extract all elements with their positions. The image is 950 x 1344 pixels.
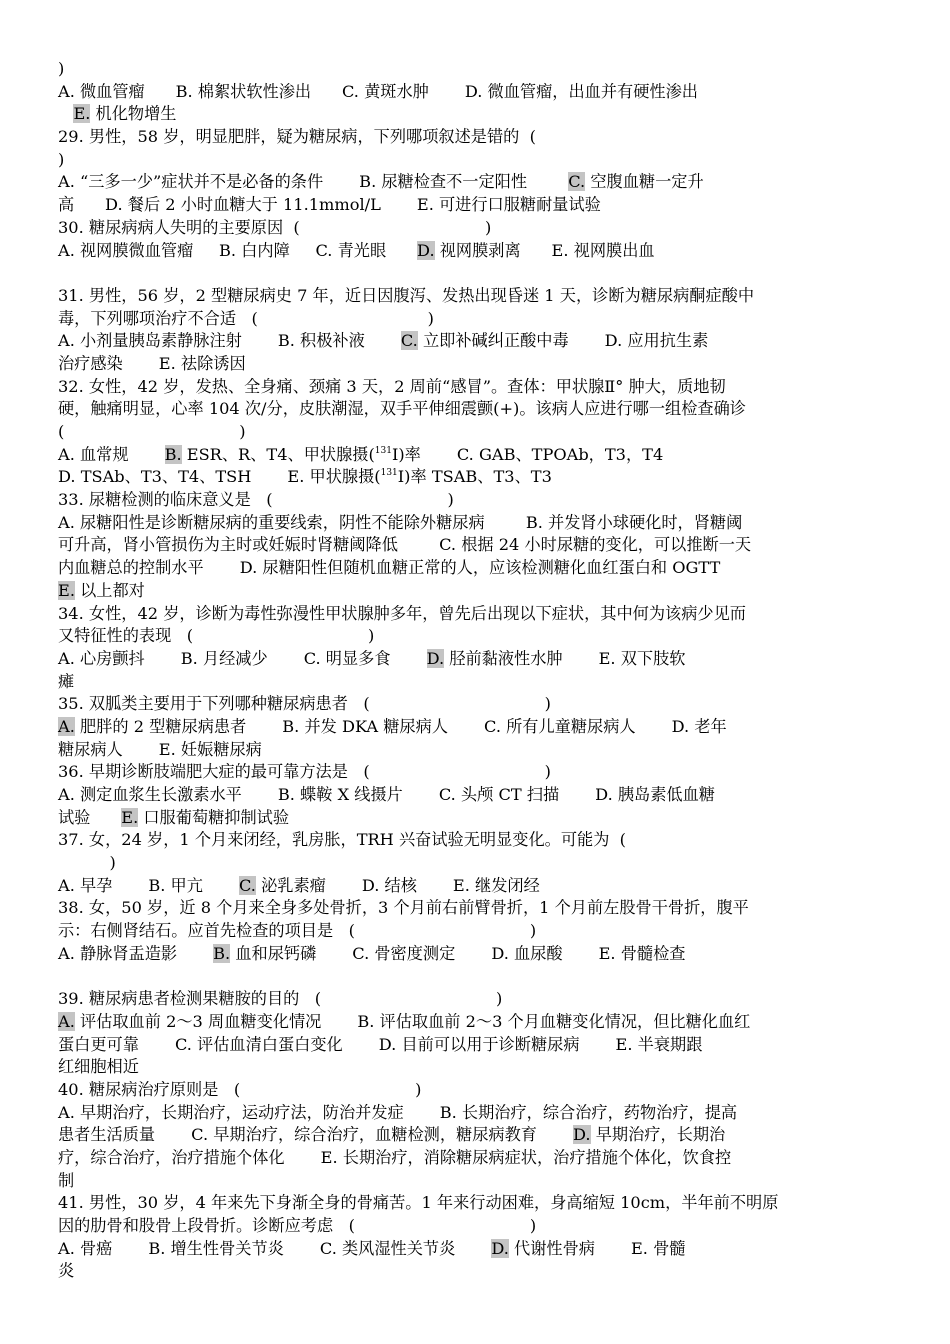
text-segment: 患者生活质量 C. 早期治疗，综合治疗，血糖检测，糖尿病教育 [58,1125,574,1145]
text-segment: D. TSAb、T3、T4、TSH E. 甲状腺摄( [58,467,381,487]
text-segment: I)率 TSAB、T3、T3 [397,467,552,487]
text-line [58,784,888,807]
text-line [58,807,888,830]
text-segment: 35. 双胍类主要用于下列哪种糖尿病患者 ( ) [58,694,551,714]
text-line [58,693,888,716]
text-segment: A. 心房颤抖 B. 月经减少 C. 明显多食 [58,648,427,668]
text-segment: 高 D. 餐后 2 小时血糖大于 11.1mmol/L E. 可进行口服糖耐量试验 [58,195,601,215]
text-line [58,557,888,580]
text-segment: 视网膜剥离 E. 视网膜出血 [434,240,655,260]
text-segment: 37. 女，24 岁，1 个月来闭经，乳房胀，TRH 兴奋试验无明显变化。可能为 ( [58,830,626,850]
text-line [58,1170,888,1193]
text-line [58,217,888,240]
text-segment: A. 微血管瘤 B. 棉絮状软性渗出 C. 黄斑水肿 D. 微血管瘤，出血并有硬性渗出 [58,81,698,101]
text-segment: A. 小剂量胰岛素静脉注射 B. 积极补液 [58,331,401,351]
text-segment: A. 早期治疗，长期治疗，运动疗法，防治并发症 B. 长期治疗，综合治疗，药物治疗，提高 [58,1102,738,1122]
text-line [58,716,888,739]
text-line [58,761,888,784]
text-line [58,1124,888,1147]
text-line [58,1238,888,1261]
text-line [58,240,888,263]
answer-highlight: C. [400,331,418,351]
text-line [58,1102,888,1125]
text-line [58,739,888,762]
text-segment: 因的肋骨和股骨上段骨折。诊断应考虑 ( ) [58,1216,537,1236]
text-line [58,466,888,489]
text-segment: 以上都对 [74,580,145,600]
text-segment: ( ) [58,422,246,441]
text-line [58,398,888,421]
text-line [58,829,888,852]
text-segment: 39. 糖尿病患者检测果糖胺的目的 ( ) [58,989,503,1009]
text-line [58,1034,888,1057]
answer-highlight: D. [417,240,435,260]
answer-highlight: B. [213,943,231,963]
text-line [58,603,888,626]
text-line [58,194,888,217]
text-segment: 糖尿病人 E. 妊娠糖尿病 [58,739,262,759]
text-segment: 试验 [58,807,122,827]
answer-highlight: C. [568,172,586,192]
text-segment: 炎 [58,1261,75,1281]
text-segment: A. “三多一少”症状并不是必备的条件 B. 尿糖检查不一定阳性 [58,172,569,192]
text-line [58,489,888,512]
text-line [58,897,888,920]
text-segment: A. 早孕 B. 甲亢 [58,875,239,895]
text-segment: 30. 糖尿病病人失明的主要原因 ( ) [58,217,492,237]
text-segment: 41. 男性，30 岁，4 年来先下身渐全身的骨痛苦。1 年来行动困难，身高缩短 10cm，半年前不明原 [58,1193,779,1213]
answer-highlight: B. [164,444,182,464]
text-line [58,943,888,966]
text-segment: 29. 男性，58 岁，明显肥胖，疑为糖尿病，下列哪项叙述是错的 ( [58,127,536,147]
text-segment: 制 [58,1170,75,1190]
text-line [58,625,888,648]
text-segment: A. 视网膜微血管瘤 B. 白内障 C. 青光眼 [58,240,418,260]
text-line [58,534,888,557]
text-segment: 示：右侧肾结石。应首先检查的项目是 ( ) [58,921,537,941]
text-segment: 疗，综合治疗，治疗措施个体化 E. 长期治疗，消除糖尿病症状，治疗措施个体化，饮食控 [58,1148,732,1167]
text-segment: 40. 糖尿病治疗原则是 ( ) [58,1079,422,1099]
text-line [58,171,888,194]
text-segment: I)率 C. GAB、TPOAb，T3，T4 [391,444,664,464]
text-line [58,308,888,331]
superscript: 131 [374,445,392,456]
answer-highlight: E. [73,104,91,124]
text-segment: 内血糖总的控制水平 D. 尿糖阳性但随机血糖正常的人，应该检测糖化血红蛋白和 OGTT [58,558,721,578]
answer-highlight: D. [426,648,445,668]
text-segment: 可升高，肾小管损伤为主时或妊娠时肾糖阈降低 C. 根据 24 小时尿糖的变化，可以推断一天 [58,535,752,555]
text-line [58,353,888,376]
text-line [58,330,888,353]
text-line [58,1192,888,1215]
answer-highlight: A. [58,716,75,736]
text-line [58,1011,888,1034]
exam-page [58,58,888,1283]
text-line [58,512,888,535]
text-segment: 33. 尿糖检测的临床意义是 ( ) [58,490,454,510]
text-segment: 治疗感染 E. 祛除诱因 [58,353,246,373]
text-line [58,1215,888,1238]
text-segment: ) [58,853,116,873]
text-segment: 又特征性的表现 ( ) [58,626,375,646]
text-segment: 红细胞相近 [58,1057,139,1077]
text-segment: 胫前黏液性水肿 E. 双下肢软 [444,648,686,668]
text-segment: 31. 男性，56 岁，2 型糖尿病史 7 年，近日因腹泻、发热出现昏迷 1 天，诊断为糖尿病酮症酸中 [58,285,755,305]
text-segment: 32. 女性，42 岁，发热、全身痛、颈痛 3 天，2 周前“感冒”。查体：甲状腺Ⅱ° 肿大，质地韧 [58,376,726,396]
text-line [58,376,888,399]
text-line [58,58,888,81]
text-line [58,285,888,308]
text-segment [58,104,73,123]
text-segment: 立即补碱纠正酸中毒 D. 应用抗生素 [417,331,709,351]
text-segment: 空腹血糖一定升 [585,172,704,192]
text-segment: A. 血常规 [58,444,165,464]
text-segment: 硬，触痛明显，心率 104 次/分，皮肤潮湿，双手平伸细震颤(+)。该病人应进行哪一组检查确诊 [58,399,746,419]
text-segment: 口服葡萄糖抑制试验 [138,807,290,827]
text-line [58,103,888,126]
answer-highlight: A. [58,1011,75,1031]
text-line [58,988,888,1011]
text-segment: 38. 女，50 岁，近 8 个月来全身多处骨折，3 个月前右前臂骨折，1 个月前左股骨干骨折，腹平 [58,898,749,918]
answer-highlight: E. [121,807,139,827]
text-line [58,421,888,444]
text-line [58,1260,888,1283]
text-line [58,875,888,898]
text-line [58,149,888,172]
text-segment: 34. 女性，42 岁，诊断为毒性弥漫性甲状腺肿多年，曾先后出现以下症状，其中何为该病少见而 [58,603,746,623]
text-segment: 肥胖的 2 型糖尿病患者 B. 并发 DKA 糖尿病人 C. 所有儿童糖尿病人 D. 老年 [74,716,727,736]
text-segment: A. 骨癌 B. 增生性骨关节炎 C. 类风湿性关节炎 [58,1238,492,1258]
text-segment: A. 静脉肾盂造影 [58,943,214,963]
text-line [58,1079,888,1102]
text-segment: A. 测定血浆生长激素水平 B. 蝶鞍 X 线摄片 C. 头颅 CT 扫描 D. 胰岛素低血糖 [58,785,715,804]
superscript: 131 [380,468,398,479]
answer-highlight: C. [238,875,256,895]
text-line [58,671,888,694]
text-segment: 泌乳素瘤 D. 结核 E. 继发闭经 [255,875,540,895]
text-line [58,126,888,149]
answer-highlight: D. [491,1238,509,1258]
text-line [58,1147,888,1170]
blank-line [58,262,888,285]
text-segment: 血和尿钙磷 C. 骨密度测定 D. 血尿酸 E. 骨髓检查 [230,943,686,963]
blank-line [58,966,888,989]
text-line [58,1056,888,1079]
text-line [58,580,888,603]
text-segment: 评估取血前 2～3 周血糖变化情况 B. 评估取血前 2～3 个月血糖变化情况，但比糖化血红 [74,1011,751,1031]
text-segment: ) [58,149,65,169]
text-segment: 瘫 [58,671,75,691]
text-line [58,648,888,671]
text-line [58,444,888,467]
text-segment: 蛋白更可靠 C. 评估血清白蛋白变化 D. 目前可以用于诊断糖尿病 E. 半衰期跟 [58,1034,703,1054]
answer-highlight: D. [573,1125,591,1145]
text-segment: 代谢性骨病 E. 骨髓 [508,1238,686,1258]
text-line [58,920,888,943]
text-segment: 36. 早期诊断肢端肥大症的最可靠方法是 ( ) [58,762,551,782]
text-segment: 机化物增生 [90,104,177,124]
text-segment: ESR、R、T4、甲状腺摄( [181,444,375,464]
text-segment: A. 尿糖阳性是诊断糖尿病的重要线索，阴性不能除外糖尿病 B. 并发肾小球硬化时，肾糖阈 [58,512,743,532]
answer-highlight: E. [58,580,75,600]
text-segment: 毒，下列哪项治疗不合适 ( ) [58,308,434,328]
text-segment: 早期治疗，长期治 [590,1125,726,1145]
text-segment: ) [58,59,65,78]
text-line [58,852,888,875]
text-line [58,81,888,104]
